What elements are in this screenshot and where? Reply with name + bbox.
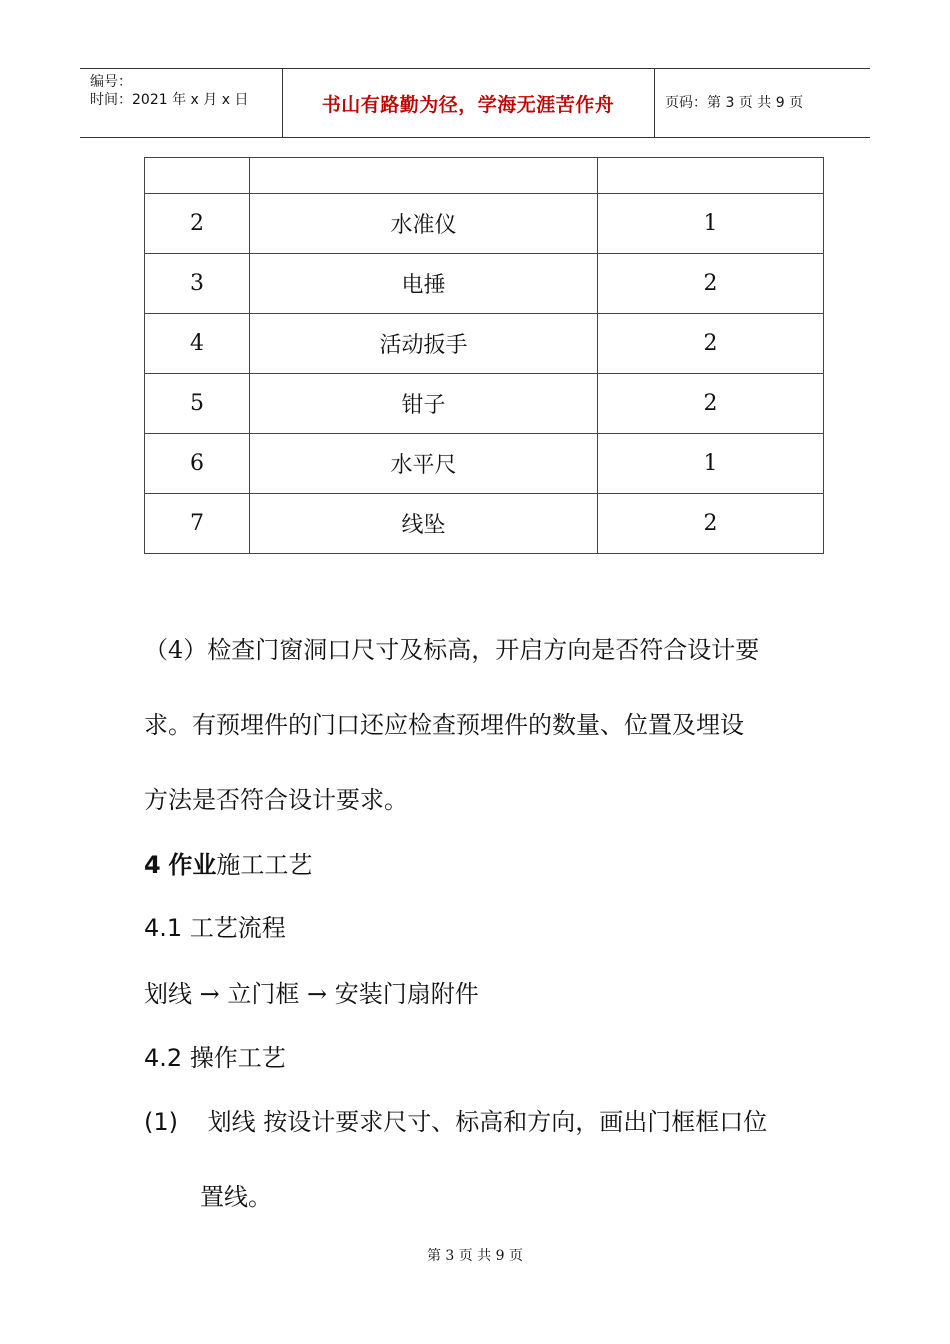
subsection-number: 4.1 [144, 914, 183, 942]
step-number: (1) [144, 1108, 178, 1136]
row-number: 7 [145, 494, 250, 554]
document-number-label: 编号： [90, 74, 132, 90]
row-number [145, 158, 250, 194]
tool-quantity: 2 [598, 374, 824, 434]
tool-quantity: 2 [598, 254, 824, 314]
subsection-heading-4-2 [144, 1038, 286, 1073]
header-motto: 书山有路勤为径，学海无涯苦作舟 [321, 93, 615, 116]
tool-name: 钳子 [250, 374, 598, 434]
header-page-cell [655, 69, 870, 137]
tool-quantity: 1 [598, 194, 824, 254]
row-number: 5 [145, 374, 250, 434]
table-row [145, 158, 824, 194]
tool-name [250, 158, 598, 194]
document-time-label: 时间：2021 年 x 月 x 日 [90, 92, 249, 108]
subsection-title: 工艺流程 [189, 914, 286, 942]
process-flow: 划线 → 立门框 → 安装门扇附件 [144, 980, 479, 1008]
row-number: 3 [145, 254, 250, 314]
tool-quantity: 1 [598, 434, 824, 494]
tool-name: 电捶 [250, 254, 598, 314]
table-row [145, 194, 824, 254]
tool-quantity: 2 [598, 494, 824, 554]
section-heading-4 [144, 845, 312, 880]
section-title: 施工工艺 [216, 851, 313, 879]
step-1-line [144, 1102, 767, 1137]
page-header [80, 68, 870, 138]
row-number: 4 [145, 314, 250, 374]
table-row [145, 374, 824, 434]
subsection-title: 操作工艺 [189, 1044, 286, 1072]
tool-quantity: 2 [598, 314, 824, 374]
page-footer: 第 3 页 共 9 页 [426, 1248, 524, 1264]
row-number: 6 [145, 434, 250, 494]
row-number: 2 [145, 194, 250, 254]
step-text: 划线 按设计要求尺寸、标高和方向，画出门框框口位 [207, 1108, 768, 1136]
tool-name: 活动扳手 [250, 314, 598, 374]
paragraph-line: 方法是否符合设计要求。 [144, 786, 408, 814]
tool-name: 水平尺 [250, 434, 598, 494]
section-number: 4 [144, 851, 161, 879]
table-row [145, 314, 824, 374]
paragraph-line: （4）检查门窗洞口尺寸及标高，开启方向是否符合设计要 [144, 636, 760, 664]
step-1-continuation: 置线。 [200, 1183, 272, 1211]
tool-name: 水准仪 [250, 194, 598, 254]
subsection-number: 4.2 [144, 1044, 183, 1072]
tool-quantity [598, 158, 824, 194]
subsection-heading-4-1 [144, 908, 286, 943]
table-row [145, 494, 824, 554]
tool-name: 线坠 [250, 494, 598, 554]
table-row [145, 434, 824, 494]
section-title-bold: 作业 [168, 850, 217, 879]
header-motto-cell [282, 69, 655, 137]
paragraph-line: 求。有预埋件的门口还应检查预埋件的数量、位置及埋设 [144, 711, 744, 739]
table-row [145, 254, 824, 314]
tools-table [144, 157, 824, 554]
header-meta-cell [80, 69, 283, 137]
header-page-label: 页码：第 3 页 共 9 页 [665, 95, 804, 111]
